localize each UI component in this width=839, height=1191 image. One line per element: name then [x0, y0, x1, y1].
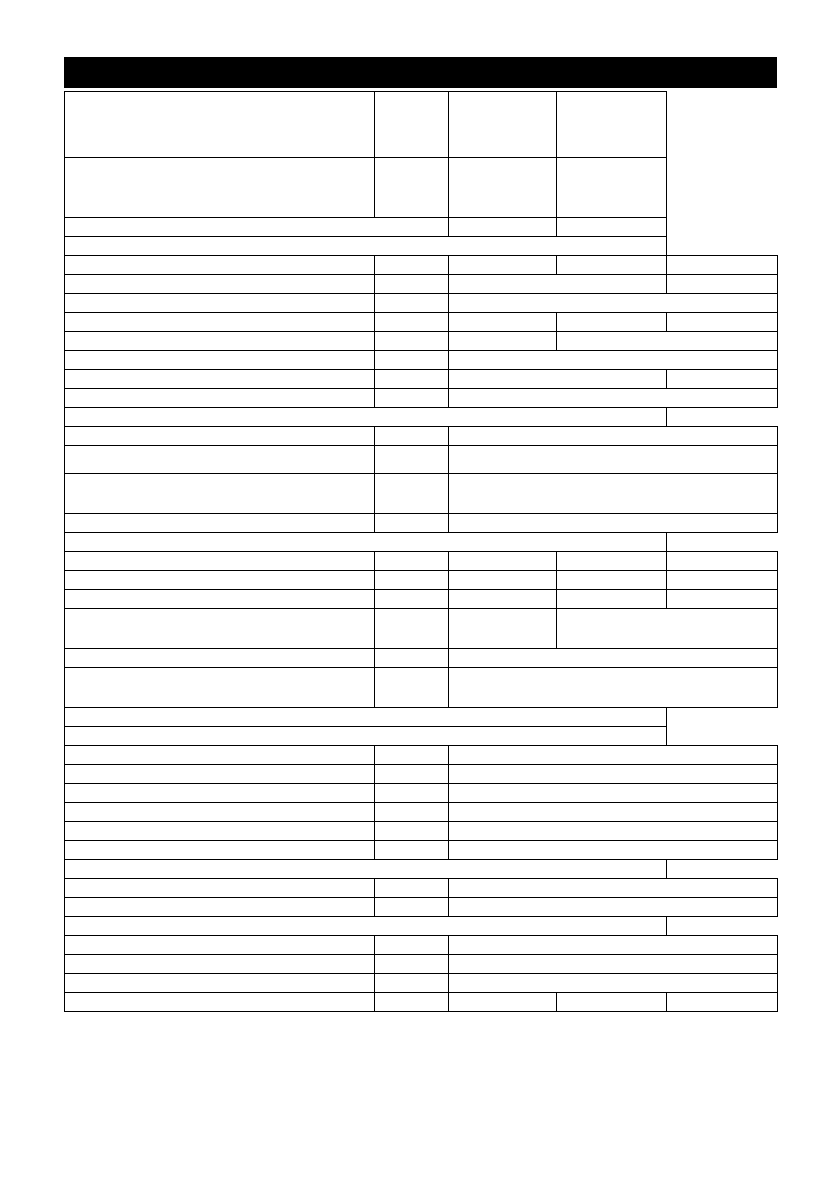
table-cell	[65, 427, 375, 446]
table-row	[65, 590, 778, 609]
table-cell	[65, 974, 375, 993]
table-cell	[375, 898, 449, 917]
table-cell	[449, 427, 778, 446]
table-cell	[375, 590, 449, 609]
table-cell	[65, 408, 667, 427]
table-cell	[449, 936, 778, 955]
specification-table	[64, 91, 778, 1012]
table-cell	[375, 803, 449, 822]
table-cell	[557, 993, 667, 1012]
table-cell	[65, 668, 375, 708]
table-cell	[449, 256, 557, 275]
table-cell	[65, 609, 375, 649]
table-cell	[449, 158, 557, 218]
table-cell	[375, 351, 449, 370]
table-row	[65, 860, 778, 879]
table-cell	[65, 727, 667, 746]
table-cell	[449, 898, 778, 917]
table-cell	[449, 351, 778, 370]
table-row	[65, 237, 778, 256]
table-cell	[375, 446, 449, 474]
table-row	[65, 389, 778, 408]
table-cell	[65, 370, 375, 389]
table-cell	[375, 746, 449, 765]
table-row	[65, 609, 778, 649]
table-cell	[65, 803, 375, 822]
table-cell	[375, 158, 449, 218]
table-cell	[449, 313, 557, 332]
table-cell	[65, 389, 375, 408]
table-cell	[375, 256, 449, 275]
table-cell	[449, 765, 778, 784]
table-row	[65, 822, 778, 841]
table-cell	[449, 474, 778, 514]
table-cell	[449, 370, 667, 389]
table-row	[65, 955, 778, 974]
table-row	[65, 408, 778, 427]
table-row	[65, 917, 778, 936]
table-cell	[449, 841, 778, 860]
table-row	[65, 313, 778, 332]
table-cell	[449, 92, 557, 158]
table-cell	[65, 218, 449, 237]
table-row	[65, 218, 778, 237]
table-cell	[557, 158, 667, 218]
table-cell	[375, 571, 449, 590]
document-body	[64, 57, 777, 1012]
table-row	[65, 158, 778, 218]
table-cell	[449, 649, 778, 668]
table-cell	[449, 668, 778, 708]
table-cell	[449, 879, 778, 898]
table-cell	[65, 708, 667, 727]
table-cell	[449, 294, 778, 313]
table-cell	[449, 609, 557, 649]
table-cell	[65, 514, 375, 533]
table-cell	[449, 552, 557, 571]
table-cell	[667, 313, 778, 332]
table-row	[65, 784, 778, 803]
table-row	[65, 993, 778, 1012]
table-cell	[375, 389, 449, 408]
table-row	[65, 708, 778, 727]
table-cell	[449, 784, 778, 803]
table-cell	[65, 649, 375, 668]
table-cell	[65, 955, 375, 974]
table-cell	[65, 237, 667, 256]
table-cell	[375, 370, 449, 389]
table-cell	[375, 552, 449, 571]
table-row	[65, 765, 778, 784]
table-cell	[65, 552, 375, 571]
table-row	[65, 898, 778, 917]
table-cell	[65, 822, 375, 841]
table-cell	[65, 275, 375, 294]
table-row	[65, 974, 778, 993]
table-cell	[375, 514, 449, 533]
table-row	[65, 936, 778, 955]
table-cell	[449, 803, 778, 822]
table-cell	[375, 427, 449, 446]
table-cell	[65, 332, 375, 351]
table-cell	[65, 746, 375, 765]
table-cell	[65, 533, 667, 552]
table-cell	[557, 218, 667, 237]
table-cell	[557, 332, 778, 351]
table-cell	[449, 955, 778, 974]
table-cell	[375, 841, 449, 860]
table-cell	[667, 552, 778, 571]
table-cell	[557, 590, 667, 609]
table-row	[65, 474, 778, 514]
table-cell	[667, 275, 778, 294]
table-cell	[449, 218, 557, 237]
table-cell	[65, 351, 375, 370]
table-row	[65, 571, 778, 590]
table-cell	[375, 765, 449, 784]
table-cell	[375, 294, 449, 313]
table-cell	[667, 590, 778, 609]
table-row	[65, 552, 778, 571]
table-row	[65, 92, 778, 158]
table-cell	[65, 313, 375, 332]
table-row	[65, 294, 778, 313]
table-cell	[667, 370, 778, 389]
table-cell	[65, 841, 375, 860]
table-cell	[667, 571, 778, 590]
table-cell	[449, 446, 778, 474]
table-row	[65, 427, 778, 446]
table-row	[65, 841, 778, 860]
table-row	[65, 256, 778, 275]
table-cell	[65, 898, 375, 917]
table-cell	[65, 474, 375, 514]
table-cell	[65, 917, 667, 936]
table-cell	[449, 389, 778, 408]
table-cell	[449, 571, 557, 590]
table-cell	[375, 649, 449, 668]
table-cell	[667, 993, 778, 1012]
table-cell	[375, 332, 449, 351]
table-cell	[449, 275, 667, 294]
table-cell	[65, 294, 375, 313]
table-row	[65, 649, 778, 668]
table-cell	[375, 275, 449, 294]
table-row	[65, 351, 778, 370]
table-row	[65, 727, 778, 746]
table-cell	[375, 936, 449, 955]
table-cell	[557, 609, 778, 649]
table-cell	[65, 936, 375, 955]
table-cell	[65, 158, 375, 218]
table-row	[65, 879, 778, 898]
table-cell	[65, 993, 375, 1012]
table-cell	[449, 332, 557, 351]
title-bar	[64, 57, 777, 88]
table-cell	[65, 571, 375, 590]
table-cell	[65, 784, 375, 803]
table-row	[65, 514, 778, 533]
table-cell	[557, 92, 667, 158]
table-row	[65, 275, 778, 294]
table-cell	[449, 746, 778, 765]
table-cell	[557, 571, 667, 590]
table-body	[65, 92, 778, 1012]
table-cell	[65, 590, 375, 609]
table-cell	[557, 552, 667, 571]
table-cell	[65, 92, 375, 158]
table-row	[65, 332, 778, 351]
table-cell	[449, 514, 778, 533]
table-cell	[449, 590, 557, 609]
table-cell	[375, 92, 449, 158]
table-cell	[375, 993, 449, 1012]
table-cell	[449, 822, 778, 841]
table-cell	[375, 879, 449, 898]
table-row	[65, 803, 778, 822]
table-cell	[375, 955, 449, 974]
table-cell	[557, 313, 667, 332]
table-row	[65, 746, 778, 765]
table-cell	[65, 446, 375, 474]
table-cell	[65, 256, 375, 275]
table-cell	[375, 822, 449, 841]
table-cell	[449, 993, 557, 1012]
table-row	[65, 446, 778, 474]
table-row	[65, 533, 778, 552]
table-cell	[65, 879, 375, 898]
table-cell	[375, 313, 449, 332]
table-cell	[65, 765, 375, 784]
table-cell	[375, 609, 449, 649]
table-cell	[449, 974, 778, 993]
table-cell	[375, 668, 449, 708]
table-cell	[557, 256, 667, 275]
table-cell	[375, 974, 449, 993]
table-row	[65, 668, 778, 708]
table-cell	[375, 474, 449, 514]
table-row	[65, 370, 778, 389]
table-cell	[667, 256, 778, 275]
table-cell	[375, 784, 449, 803]
table-cell	[65, 860, 667, 879]
